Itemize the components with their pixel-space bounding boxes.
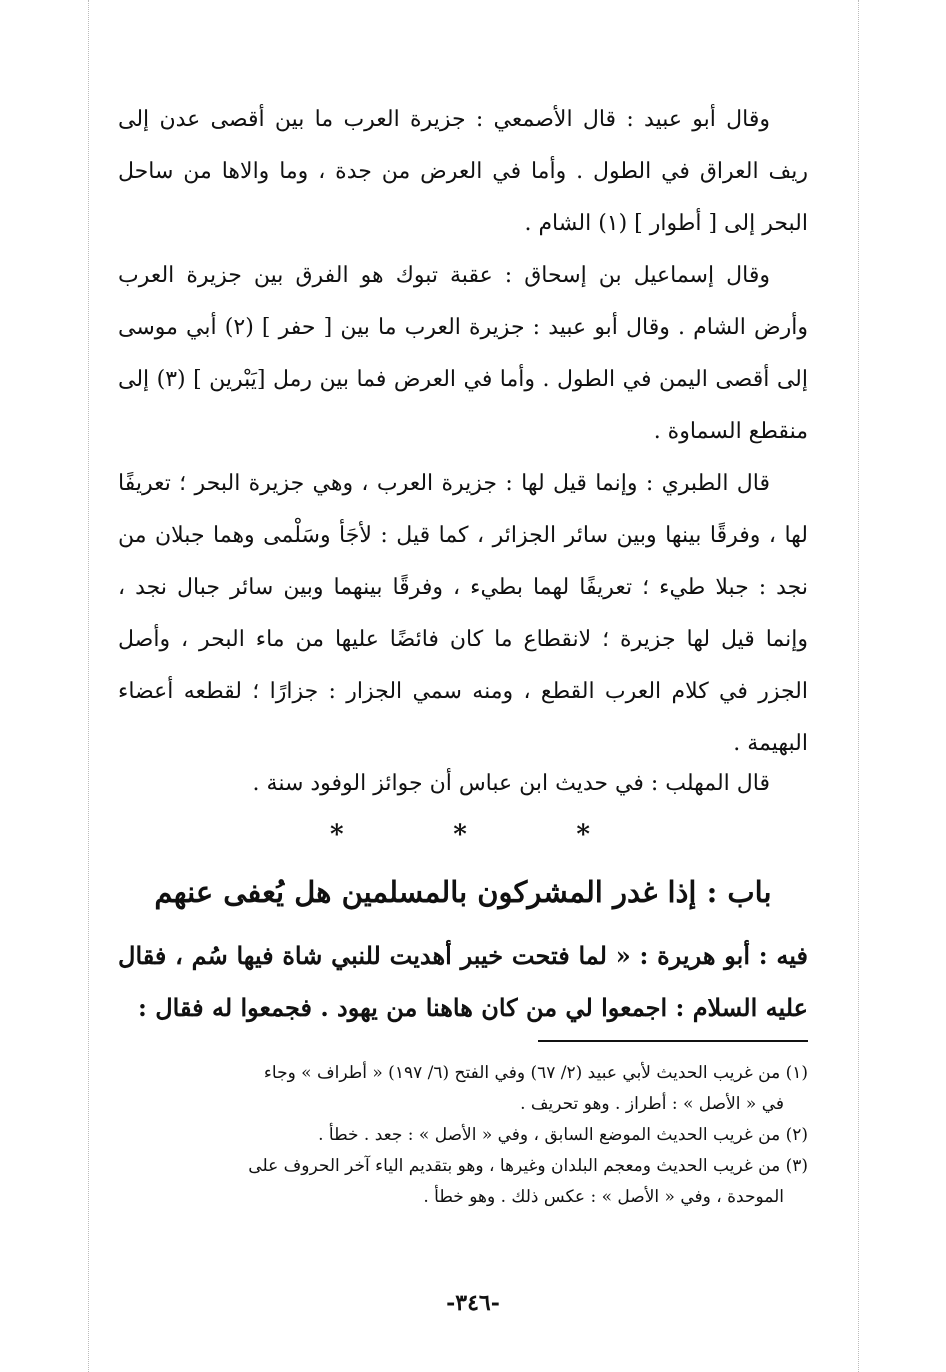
chapter-text: فيه : أبو هريرة : « لما فتحت خيبر أهديت للنبي شاة فيها سُم ، فقال عليه السلام : اجمعوا لي من كان هاهنا من يهود . فجمعوا له فقال : (118, 941, 808, 1022)
paragraph-text: قال المهلب : في حديث ابن عباس أن جوائز الوفود سنة . (252, 771, 770, 796)
paragraph-tabari (118, 458, 808, 770)
footnotes (118, 1058, 808, 1213)
separator-star: * (330, 820, 344, 850)
paragraph-muhallab (118, 758, 808, 810)
paragraph-text: قال الطبري : وإنما قيل لها : جزيرة العرب ، وهي جزيرة البحر ؛ تعريفًا لها ، وفرقًا بينها وبين سائر الجزائر ، كما قيل : لأجَأ وسَلْمى وهما جبلان من نجد : جبلا طيء ؛ تعريفًا لهما بطيء ، وفرقًا بينهما وبين سائر جبال نجد ، وإنما قيل لها جزيرة ؛ لانقطاع ما كان فائضًا عليها من ماء البحر ، وأصل الجزر في كلام العرب القطع ، ومنه سمي الجزار : جزارًا ؛ لقطعه أعضاء البهيمة . (118, 471, 808, 756)
footnote-3: (٣) من غريب الحديث ومعجم البلدان وغيرها ، وهو بتقديم الياء آخر الحروف على (248, 1156, 808, 1176)
page-number: -٣٤٦- (446, 1290, 500, 1316)
separator-star: * (453, 820, 467, 850)
footnote-3-continuation: الموحدة ، وفي « الأصل » : عكس ذلك . وهو خطأ . (423, 1187, 784, 1207)
paragraph-text: وقال إسماعيل بن إسحاق : عقبة تبوك هو الفرق بين جزيرة العرب وأرض الشام . وقال أبو عبيد : جزيرة العرب ما بين [ حفر ] (٢) أبي موسى إلى أقصى اليمن في الطول . وأما في العرض فما بين رمل [يَبْرين ] (٣) إلى منقطع السماوة . (118, 263, 809, 444)
paragraph-abu-ubaid (118, 94, 808, 250)
chapter-title: باب : إذا غدر المشركون بالمسلمين هل يُعفى عنهم (154, 875, 772, 909)
footnote-2: (٢) من غريب الحديث الموضع السابق ، وفي « الأصل » : جعد . خطأ . (318, 1125, 808, 1145)
left-margin-guide (88, 0, 89, 1372)
paragraph-ismail (118, 250, 808, 458)
section-separator (330, 820, 590, 850)
paragraph-text: وقال أبو عبيد : قال الأصمعي : جزيرة العرب ما بين أقصى عدن إلى ريف العراق في الطول . وأما في العرض من جدة ، وما والاها من ساحل البحر إلى [ أطوار ] (١) الشام . (118, 107, 808, 236)
separator-star: * (576, 820, 590, 850)
footnote-1: (١) من غريب الحديث لأبي عبيد (٢/ ٦٧) وفي الفتح (٦/ ١٩٧) « أطراف » وجاء (263, 1063, 808, 1083)
footnote-divider (538, 1040, 808, 1042)
footnote-1-continuation: في « الأصل » : أطراز . وهو تحريف . (520, 1094, 784, 1114)
right-margin-guide (858, 0, 859, 1372)
